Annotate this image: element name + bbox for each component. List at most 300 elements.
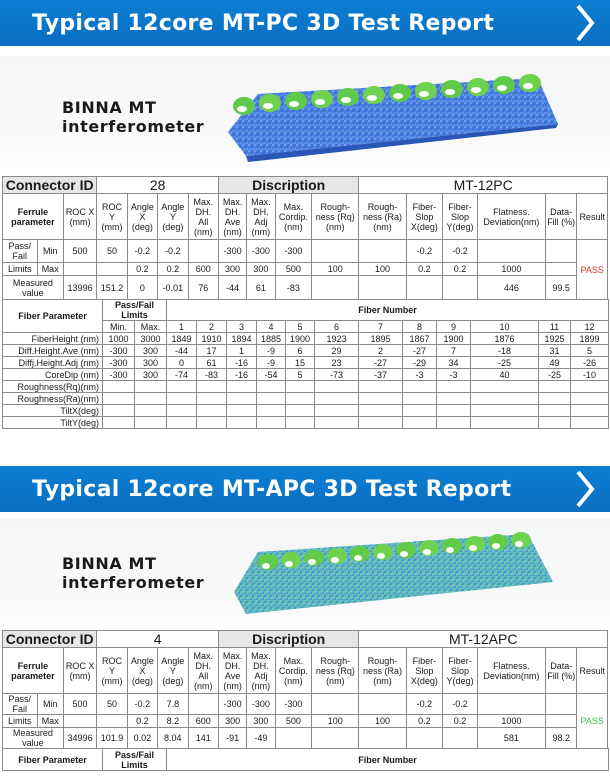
fiber-value-cell [571,405,609,417]
min-value: -300 [275,694,312,715]
min-value: -300 [218,694,246,715]
fiber-value-cell [315,393,359,405]
header-max-dh-all: Max. DH. All (nm) [188,648,218,694]
max-value [63,263,97,276]
max-label: Max [37,715,63,728]
min-value [312,694,359,715]
ferrule-3d-surface-pc [218,66,563,166]
max-value: 300 [247,715,275,728]
max-value: 0.2 [443,715,478,728]
fiber-row [3,369,609,381]
fiber-value-cell: -3 [437,369,471,381]
fiber-value-cell: 49 [539,357,571,369]
header-result: Result [577,648,608,694]
measured-value: 151.2 [97,276,127,300]
fiber-value-cell [286,381,315,393]
fiber-row-label: CoreDip (nm) [3,369,103,381]
fiber-limit-max [135,393,167,405]
fiber-value-cell: -44 [167,345,197,357]
fiber-value-cell [539,417,571,429]
measured-value [359,728,406,749]
measured-value-label: Measured value [3,276,64,300]
fiber-value-cell [437,405,471,417]
measured-value: 99.5 [545,276,576,300]
fiber-value-cell [227,417,257,429]
fiber-value-cell [197,405,227,417]
fiber-row [3,345,609,357]
max-value: 0.2 [158,263,188,276]
fiber-value-cell [403,381,437,393]
fiber-value-cell [359,417,403,429]
description-label: Discription [218,177,358,194]
measured-value: -49 [247,728,275,749]
measured-value: 13996 [63,276,97,300]
fiber-value-cell [403,417,437,429]
header-fiber-slop-x: Fiber-Slop X(deg) [406,194,443,240]
interferometer-image-apc [0,518,610,636]
max-value: 100 [312,263,359,276]
fiber-value-cell: 29 [315,345,359,357]
fiber-value-cell: -9 [257,345,286,357]
fiber-row [3,393,609,405]
fiber-row-label: TiltX(deg) [3,405,103,417]
fiber-value-cell: 23 [315,357,359,369]
min-value: -0.2 [127,694,157,715]
fiber-value-cell [197,393,227,405]
measured-value [359,276,406,300]
description-value: MT-12APC [359,631,608,648]
report-title: Typical 12core MT-APC 3D Test Report [32,476,512,502]
header-data-fill: Data-Fill (%) [546,648,577,694]
header-max-cordip: Max. Cordip. (nm) [275,648,312,694]
fiber-parameter-table-apc [2,748,609,771]
header-roc-x: ROC X (mm) [63,194,97,240]
fiber-limit-min [103,405,135,417]
measured-value: 141 [188,728,218,749]
fiber-value-cell [197,417,227,429]
fiber-value-cell [286,417,315,429]
chevron-right-icon [572,4,598,42]
pass-fail-limits-header: Pass/Fail Limits [103,749,167,771]
result-pass-badge: PASS [577,694,608,749]
header-max-cordip: Max. Cordip. (nm) [275,194,312,240]
min-value [477,240,545,263]
fiber-value-cell: 1900 [437,333,471,345]
min-label: Min [37,694,63,715]
max-value [546,715,577,728]
max-value: 300 [218,715,246,728]
fiber-value-cell [315,405,359,417]
fiber-number-cell: 11 [539,321,571,333]
header-max-dh-ave: Max. DH. Ave (nm) [218,648,246,694]
header-roc-y: ROC Y (mm) [97,194,127,240]
fiber-value-cell: 1895 [359,333,403,345]
min-header: Min. [103,321,135,333]
fiber-number-cell: 7 [359,321,403,333]
measured-value: -83 [275,276,312,300]
max-value: 500 [275,263,312,276]
fiber-value-cell: 6 [286,345,315,357]
min-value [359,240,406,263]
header-flatness: Flatness. Deviation(nm) [477,648,545,694]
fiber-value-cell: 1925 [539,333,571,345]
fiber-value-cell [227,405,257,417]
brand-subtitle: interferometer [62,573,205,592]
header-fiber-slop-y: Fiber-Slop Y(deg) [443,194,478,240]
header-fiber-slop-y: Fiber-Slop Y(deg) [443,648,478,694]
fiber-value-cell: 17 [197,345,227,357]
fiber-value-cell: 31 [539,345,571,357]
fiber-value-cell: 1910 [197,333,227,345]
fiber-limit-min: -300 [103,357,135,369]
header-roughness-rq: Rough-ness (Rq)(nm) [312,194,359,240]
min-value [359,694,406,715]
fiber-value-cell: 1867 [403,333,437,345]
fiber-value-cell: 61 [197,357,227,369]
fiber-value-cell [471,393,539,405]
result-pass-badge: PASS [577,240,608,300]
fiber-limit-max: 300 [135,357,167,369]
fiber-row [3,417,609,429]
header-roughness-ra: Rough-ness (Ra)(nm) [359,194,406,240]
header-angle-x: Angle X (deg) [127,648,157,694]
fiber-number-cell: 4 [257,321,286,333]
fiber-value-cell: -9 [257,357,286,369]
fiber-value-cell: -27 [403,345,437,357]
min-value [477,694,545,715]
measured-value-label: Measured value [3,728,64,749]
min-value [545,240,576,263]
fiber-limit-max [135,405,167,417]
fiber-number-cell: 9 [437,321,471,333]
limits-label: Limits [3,263,38,276]
fiber-parameter-header: Fiber Parameter [3,300,103,333]
measured-value: -91 [218,728,246,749]
fiber-number-cell: 5 [286,321,315,333]
min-value: -0.2 [443,694,478,715]
fiber-value-cell: -3 [403,369,437,381]
fiber-value-cell: -18 [471,345,539,357]
max-value: 300 [218,263,246,276]
fiber-value-cell: 1876 [471,333,539,345]
max-value: 500 [275,715,312,728]
fiber-number-cell: 12 [571,321,609,333]
fiber-value-cell: -73 [315,369,359,381]
min-value: 500 [63,694,97,715]
fiber-value-cell: 5 [571,345,609,357]
min-value: -300 [275,240,312,263]
fiber-row [3,381,609,393]
fiber-value-cell [437,417,471,429]
fiber-value-cell: -16 [227,369,257,381]
fiber-value-cell: 1849 [167,333,197,345]
fiber-value-cell: 1885 [257,333,286,345]
fiber-limit-min: 1000 [103,333,135,345]
max-value [63,715,97,728]
header-max-dh-adj: Max. DH. Adj (nm) [247,648,275,694]
header-max-dh-ave: Max. DH. Ave (nm) [218,194,246,240]
header-result: Result [577,194,608,240]
measured-value [406,276,443,300]
max-value [545,263,576,276]
fiber-row [3,357,609,369]
measured-value [312,728,359,749]
fiber-parameter-header: Fiber Parameter [3,749,103,771]
brand-subtitle: interferometer [62,117,205,136]
fiber-value-cell [437,393,471,405]
measured-value [312,276,359,300]
min-value: -0.2 [406,240,443,263]
fiber-value-cell [471,405,539,417]
max-value: 0.2 [127,715,157,728]
header-angle-y: Angle Y (deg) [158,648,188,694]
fiber-number-cell: 6 [315,321,359,333]
header-angle-x: Angle X (deg) [127,194,157,240]
fiber-value-cell [315,417,359,429]
min-value: -0.2 [406,694,443,715]
measured-value: -44 [218,276,246,300]
min-value: -0.2 [443,240,478,263]
fiber-limit-min [103,393,135,405]
min-value [188,240,218,263]
max-value: 100 [359,263,406,276]
max-header: Max. [135,321,167,333]
fiber-value-cell: 1900 [286,333,315,345]
min-value: -0.2 [127,240,157,263]
min-value: 500 [63,240,97,263]
measured-value: 581 [477,728,545,749]
fiber-value-cell: 1894 [227,333,257,345]
fiber-value-cell: 0 [167,357,197,369]
fiber-value-cell [257,393,286,405]
min-value: 50 [97,694,127,715]
fiber-value-cell: -25 [539,369,571,381]
max-value: 0.2 [406,263,443,276]
fiber-limit-min: -300 [103,345,135,357]
measured-value: 446 [477,276,545,300]
header-roughness-rq: Rough-ness (Rq)(nm) [312,648,359,694]
fiber-value-cell [286,393,315,405]
max-value [97,263,127,276]
ferrule-parameter-header: Ferrule parameter [3,194,64,240]
max-value: 0.2 [127,263,157,276]
fiber-number-header: Fiber Number [167,300,609,321]
fiber-value-cell [403,393,437,405]
fiber-value-cell: -37 [359,369,403,381]
max-value: 0.2 [406,715,443,728]
fiber-value-cell [257,381,286,393]
fiber-value-cell [359,381,403,393]
fiber-value-cell [315,381,359,393]
fiber-value-cell: 15 [286,357,315,369]
test-report-table-pc [2,176,608,300]
fiber-value-cell: 1 [227,345,257,357]
fiber-value-cell: 5 [286,369,315,381]
min-value: -300 [247,240,275,263]
fiber-number-header: Fiber Number [167,749,609,771]
fiber-value-cell: 7 [437,345,471,357]
fiber-value-cell: 1923 [315,333,359,345]
min-value: -0.2 [158,240,188,263]
fiber-value-cell: -26 [571,357,609,369]
fiber-value-cell: 1899 [571,333,609,345]
min-value: 50 [97,240,127,263]
fiber-value-cell: -54 [257,369,286,381]
ferrule-parameter-header: Ferrule parameter [3,648,64,694]
ferrule-3d-surface-apc [228,522,558,628]
fiber-value-cell [167,405,197,417]
fiber-value-cell [539,405,571,417]
fiber-value-cell [359,393,403,405]
measured-value: 0 [127,276,157,300]
max-value: 300 [247,263,275,276]
header-max-dh-all: Max. DH. All (nm) [188,194,218,240]
fiber-value-cell [571,393,609,405]
description-label: Discription [218,631,358,648]
connector-id-value: 4 [97,631,219,648]
fiber-row [3,333,609,345]
fiber-value-cell [437,381,471,393]
report-banner-pc [0,0,610,46]
fiber-value-cell: 2 [359,345,403,357]
fiber-value-cell: -25 [471,357,539,369]
fiber-limit-max: 3000 [135,333,167,345]
fiber-value-cell: -83 [197,369,227,381]
fiber-value-cell: 34 [437,357,471,369]
header-angle-y: Angle Y (deg) [158,194,188,240]
fiber-row-label: Diff.Height.Ave (nm) [3,345,103,357]
measured-value: 61 [247,276,275,300]
fiber-number-cell: 3 [227,321,257,333]
fiber-value-cell: -27 [359,357,403,369]
max-value: 600 [188,715,218,728]
fiber-value-cell [227,393,257,405]
fiber-row [3,405,609,417]
description-value: MT-12PC [359,177,608,194]
measured-value: 98.2 [546,728,577,749]
brand-label [62,98,204,136]
header-roc-x: ROC X (mm) [63,648,97,694]
fiber-value-cell: -10 [571,369,609,381]
fiber-value-cell [539,393,571,405]
fiber-value-cell [471,417,539,429]
fiber-limit-max [135,417,167,429]
fiber-value-cell [167,417,197,429]
fiber-value-cell [167,381,197,393]
fiber-parameter-table-pc [2,299,609,429]
max-label: Max [37,263,63,276]
max-value [97,715,127,728]
max-value: 100 [312,715,359,728]
brand-name: BINNA MT [62,98,157,117]
fiber-limit-min: -300 [103,369,135,381]
max-value: 600 [188,263,218,276]
fiber-value-cell [227,381,257,393]
max-value: 1000 [477,263,545,276]
fiber-row-label: FiberHeight (nm) [3,333,103,345]
fiber-value-cell [571,417,609,429]
connector-id-label: Connector ID [3,177,97,194]
connector-id-label: Connector ID [3,631,97,648]
fiber-value-cell [403,405,437,417]
fiber-value-cell [359,405,403,417]
report-title: Typical 12core MT-PC 3D Test Report [32,10,495,36]
interferometer-image-pc [0,56,610,174]
test-report-table-apc [2,630,608,749]
fiber-value-cell: -29 [403,357,437,369]
pass-fail-limits-header: Pass/Fail Limits [103,300,167,321]
fiber-row-label: TiltY(deg) [3,417,103,429]
min-value [312,240,359,263]
measured-value [406,728,443,749]
header-fiber-slop-x: Fiber-Slop X(deg) [406,648,443,694]
limits-label: Limits [3,715,38,728]
fiber-limit-max [135,381,167,393]
measured-value [443,728,478,749]
fiber-value-cell [257,405,286,417]
fiber-value-cell: -16 [227,357,257,369]
max-value: 1000 [477,715,545,728]
fiber-value-cell: -74 [167,369,197,381]
header-max-dh-adj: Max. DH. Adj (nm) [247,194,275,240]
fiber-value-cell [257,417,286,429]
min-value: -300 [247,694,275,715]
brand-label [62,554,204,592]
fiber-row-label: Diffj.Height.Adj (nm) [3,357,103,369]
fiber-limit-min [103,381,135,393]
chevron-right-icon [572,470,598,508]
measured-value: 8.04 [158,728,188,749]
min-value [188,694,218,715]
max-value: 0.2 [443,263,478,276]
fiber-value-cell [197,381,227,393]
measured-value: 0.02 [127,728,157,749]
fiber-value-cell [571,381,609,393]
measured-value: 34996 [63,728,97,749]
min-value [546,694,577,715]
measured-value [443,276,478,300]
max-value: 100 [359,715,406,728]
measured-value: 101.9 [97,728,127,749]
fiber-number-cell: 2 [197,321,227,333]
fiber-value-cell: 40 [471,369,539,381]
fiber-limit-max: 300 [135,345,167,357]
brand-name: BINNA MT [62,554,157,573]
header-flatness: Flatness. Deviation(nm) [477,194,545,240]
fiber-value-cell [286,405,315,417]
header-roc-y: ROC Y (mm) [97,648,127,694]
pass-fail-label: Pass/ Fail [3,694,38,715]
max-value: 8.2 [158,715,188,728]
fiber-number-cell: 1 [167,321,197,333]
fiber-value-cell [167,393,197,405]
measured-value: -0.01 [158,276,188,300]
fiber-value-cell [539,381,571,393]
pass-fail-label: Pass/ Fail [3,240,38,263]
measured-value [275,728,312,749]
fiber-row-label: Roughness(Rq)(nm) [3,381,103,393]
fiber-row-label: Roughness(Ra)(nm) [3,393,103,405]
fiber-number-cell: 10 [471,321,539,333]
header-data-fill: Data-Fill (%) [545,194,576,240]
min-value: -300 [218,240,246,263]
min-value: 7.8 [158,694,188,715]
fiber-number-cell: 8 [403,321,437,333]
fiber-limit-max: 300 [135,369,167,381]
connector-id-value: 28 [97,177,219,194]
min-label: Min [37,240,63,263]
report-banner-apc [0,466,610,512]
